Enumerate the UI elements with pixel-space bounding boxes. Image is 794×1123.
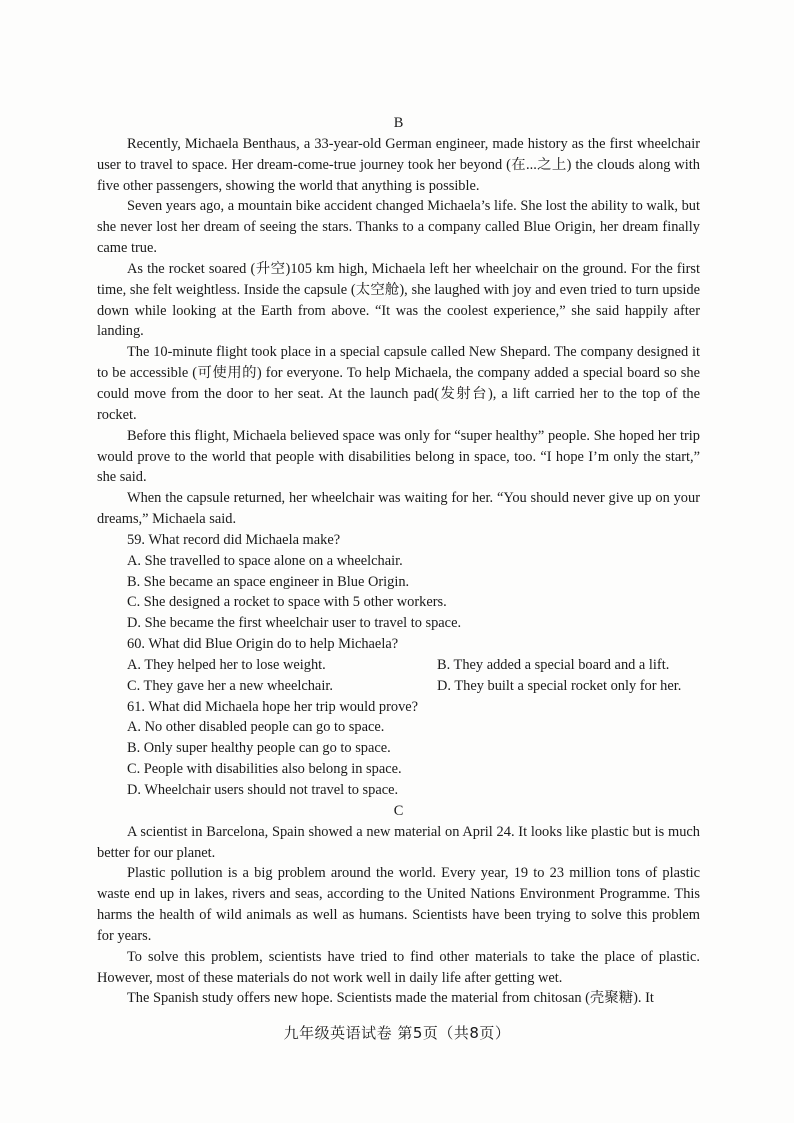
section-c-heading: C <box>393 802 404 819</box>
question-60-row-1 <box>97 655 700 676</box>
section-b-paragraph-2: Seven years ago, a mountain bike accident changed Michaela’s life. She lost the ability to walk, but she never lost her dream of seeing the stars. Thanks to a company called Blue Origin, her dream finally came true. <box>97 198 700 257</box>
question-60-option-b: B. They added a special board and a lift. <box>437 656 670 673</box>
question-60-row-2 <box>97 676 700 697</box>
section-b-paragraph-3: As the rocket soared (升空)105 km high, Michaela left her wheelchair on the ground. For the first time, she felt weightless. Inside the capsule (太空舱), she laughed with joy and even tried to turn upside down while looking at the Earth from above. “It was the coolest experience,” she said happily after landing. <box>97 260 700 340</box>
question-61-option-c: C. People with disabilities also belong in space. <box>127 761 402 778</box>
question-60 <box>97 634 700 697</box>
section-b-paragraph-4: The 10-minute flight took place in a special capsule called New Shepard. The company designed it to be accessible (可使用的) for everyone. To help Michaela, the company added a special board so she could move from the door to her seat. At the launch pad(发射台), a lift carried her to the top of the rocket. <box>97 344 700 423</box>
question-61-option-b: B. Only super healthy people can go to space. <box>127 740 391 757</box>
question-60-option-c: C. They gave her a new wheelchair. <box>127 677 333 694</box>
page-footer: 九年级英语试卷 第5页（共8页） <box>283 1024 511 1042</box>
question-61 <box>97 697 700 801</box>
question-59 <box>97 530 700 634</box>
question-61-option-d: D. Wheelchair users should not travel to space. <box>127 782 399 798</box>
section-b-heading: B <box>393 115 404 131</box>
question-59-stem: 59. What record did Michaela make? <box>127 531 341 548</box>
section-b-paragraph-6: When the capsule returned, her wheelchair was waiting for her. “You should never give up on your dreams,” Michaela said. <box>97 490 700 528</box>
question-61-option-a: A. No other disabled people can go to space. <box>127 719 385 736</box>
section-b-paragraph-1: Recently, Michaela Benthaus, a 33-year-old German engineer, made history as the first wheelchair user to travel to space. Her dream-come-true journey took her beyond (在...之上) the clouds along with five other passengers, showing the world that anything is possible. <box>97 135 700 194</box>
section-c-paragraph-1: A scientist in Barcelona, Spain showed a new material on April 24. It looks like plastic but is much better for our planet. <box>97 823 700 861</box>
section-c-paragraph-3: To solve this problem, scientists have tried to find other materials to take the place of plastic. However, most of these materials do not work well in daily life after getting wet. <box>97 948 700 986</box>
question-60-option-a: A. They helped her to lose weight. <box>127 656 326 673</box>
question-61-stem: 61. What did Michaela hope her trip would prove? <box>127 698 419 715</box>
section-c-paragraph-2: Plastic pollution is a big problem around the world. Every year, 19 to 23 million tons of plastic waste end up in lakes, rivers and seas, according to the United Nations Environment Programme. This harms the health of wild animals as well as humans. Scientists have been trying to solve this problem for years. <box>97 865 700 944</box>
question-60-option-d: D. They built a special rocket only for her. <box>437 677 682 694</box>
section-c-paragraph-4: The Spanish study offers new hope. Scientists made the material from chitosan (壳聚糖). It <box>127 990 654 1007</box>
section-b-paragraph-5: Before this flight, Michaela believed space was only for “super healthy” people. She hoped her trip would prove to the world that people with disabilities belong in space, too. “I hope I’m only the start,” she said. <box>97 427 700 486</box>
page-content <box>97 113 700 1009</box>
question-59-option-d: D. She became the first wheelchair user to travel to space. <box>127 615 462 632</box>
question-60-stem: 60. What did Blue Origin do to help Michaela? <box>127 636 399 653</box>
question-59-option-b: B. She became an space engineer in Blue Origin. <box>127 573 410 590</box>
question-59-option-a: A. She travelled to space alone on a wheelchair. <box>127 552 403 569</box>
question-59-option-c: C. She designed a rocket to space with 5 other workers. <box>127 594 447 611</box>
